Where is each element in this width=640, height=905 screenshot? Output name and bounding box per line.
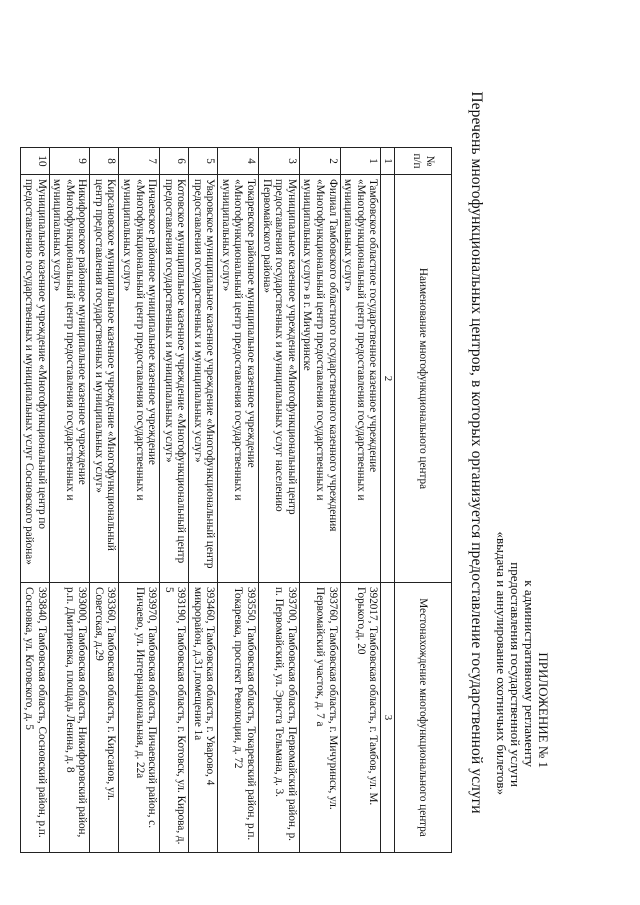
row-number: 9 bbox=[49, 148, 90, 175]
mfc-table bbox=[20, 147, 452, 853]
center-location: 393840, Тамбовская область, Сосновский район, р.п. Сосновка, ул. Котовского, д. 5 bbox=[20, 583, 49, 853]
row-number: 10 bbox=[20, 148, 49, 175]
table-header-row bbox=[395, 148, 452, 853]
center-location: 393700, Тамбовская область, Первомайский район, р. п. Первомайский, ул. Эрнста Тельмана, д. 3. bbox=[259, 583, 300, 853]
center-name: Никифоровское районное муниципальное казенное учреждение «Многофункциональный центр предоставления государственных и муниципальных услуг» bbox=[49, 175, 90, 583]
center-name: Уваровское муниципальное казенное учреждение «Многофункциональный центр предоставления государственных и муниципальных услуг» bbox=[189, 175, 218, 583]
table-row bbox=[259, 148, 300, 853]
center-name: Муниципальное казенное учреждение «Многофункциональный центр по предоставлению государственных и муниципальных услуг Сосновского района» bbox=[20, 175, 49, 583]
center-location: 393970, Тамбовская область, Пичаевский район, с. Пичаево, ул. Интернациональная, д. 22а bbox=[119, 583, 160, 853]
table-row bbox=[299, 148, 340, 853]
column-number: 1 bbox=[381, 148, 395, 175]
center-location: 393460, Тамбовская область, г. Уварово, 4 микрорайон, д.31,помещение 1а bbox=[189, 583, 218, 853]
center-name: Филиал Тамбовского областного государственного казенного учреждения «Многофункциональный центр предоставления государственных и муниципальных услуг» в г. Мичуринске bbox=[299, 175, 340, 583]
header-location: Местонахождение многофункционального центра bbox=[395, 583, 452, 853]
center-name: Пичаевское районное муниципальное казенное учреждение «Многофункциональный центр предоставления государственных и муниципальных услуг» bbox=[119, 175, 160, 583]
column-number: 3 bbox=[381, 583, 395, 853]
table-row bbox=[340, 148, 381, 853]
row-number: 1 bbox=[340, 148, 381, 175]
row-number: 5 bbox=[189, 148, 218, 175]
center-location: 393550, Тамбовская область, Токаревский район, р.п. Токаревка, проспект Революции, д. 72 bbox=[218, 583, 259, 853]
table-row bbox=[189, 148, 218, 853]
table-row bbox=[160, 148, 189, 853]
appendix-regulation: предоставления государственной услуги bbox=[508, 562, 523, 787]
appendix-service-name: «выдача и аннулирование охотничьих билетов» bbox=[494, 531, 509, 795]
center-location: 393190, Тамбовская область, г. Котовск, ул. Кирова, д. 5 bbox=[160, 583, 189, 853]
center-location: 392017, Тамбовская область, г. Тамбов, ул. М. Горького,д. 20 bbox=[340, 583, 381, 853]
column-number-row bbox=[381, 148, 395, 853]
center-name: Котовское муниципальное казенное учреждение «Многофункциональный центр предоставления государственных и муниципальных услуг» bbox=[160, 175, 189, 583]
row-number: 2 bbox=[299, 148, 340, 175]
row-number: 4 bbox=[218, 148, 259, 175]
center-location: 393760, Тамбовская область, г. Мичуринск, ул. Первомайский участок, д. 7 а bbox=[299, 583, 340, 853]
header-num: № п/п bbox=[395, 148, 452, 175]
center-location: 393000, Тамбовская область, Никифоровский район, р.п. Дмитриевка, площадь Ленина, д. 8 bbox=[49, 583, 90, 853]
row-number: 8 bbox=[90, 148, 119, 175]
document-title: Перечень многофункциональных центров, в которых организуется предоставление государственной услуги bbox=[468, 91, 485, 814]
center-location: 393360, Тамбовская область, г. Кирсанов, ул. Советская, д.29 bbox=[90, 583, 119, 853]
center-name: Муниципальное казенное учреждение «Многофункциональный центр предоставления государственных и муниципальных услуг населению Первомайского района» bbox=[259, 175, 300, 583]
table-row bbox=[218, 148, 259, 853]
table-row bbox=[119, 148, 160, 853]
row-number: 6 bbox=[160, 148, 189, 175]
appendix-number: ПРИЛОЖЕНИЕ № 1 bbox=[536, 652, 551, 768]
header-name: Наименование многофункционального центра bbox=[395, 175, 452, 583]
table-row bbox=[49, 148, 90, 853]
center-name: Кирсановское муниципальное казенное учреждение «Многофункциональный центр предоставления государственных и муниципальных услуг» bbox=[90, 175, 119, 583]
center-name: Тамбовское областное государственное казенное учреждение «Многофункциональный центр предоставления государственных и муниципальных услуг» bbox=[340, 175, 381, 583]
column-number: 2 bbox=[381, 175, 395, 583]
appendix-reference: к административному регламенту bbox=[522, 580, 537, 767]
table-row bbox=[20, 148, 49, 853]
center-name: Токаревское районное муниципальное казенное учреждение «Многофункциональный центр предоставления государственных и муниципальных услуг» bbox=[218, 175, 259, 583]
row-number: 7 bbox=[119, 148, 160, 175]
appendix-header bbox=[494, 0, 550, 795]
row-number: 3 bbox=[259, 148, 300, 175]
table-row bbox=[90, 148, 119, 853]
